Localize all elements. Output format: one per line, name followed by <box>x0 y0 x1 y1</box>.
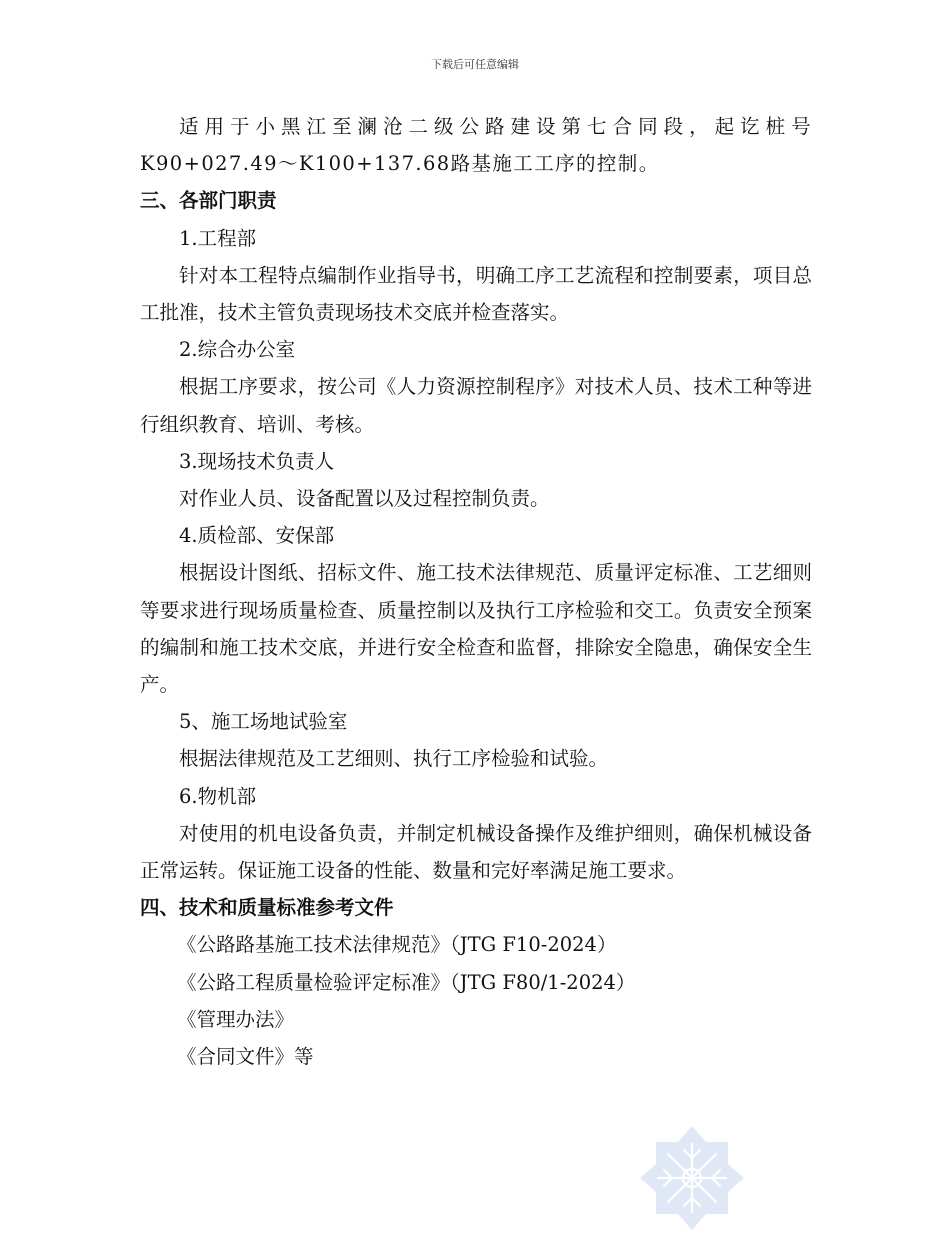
document-body <box>140 108 812 1075</box>
dept-1-body: 针对本工程特点编制作业指导书，明确工序工艺流程和控制要素，项目总工批准，技术主管负责现场技术交底并检查落实。 <box>140 263 812 325</box>
dept-2-title: 2.综合办公室 <box>179 338 296 362</box>
reference-4: 《合同文件》等 <box>177 1045 314 1069</box>
page-header: 下载后可任意编辑 <box>431 58 519 71</box>
dept-6-title: 6.物机部 <box>179 784 257 808</box>
snowflake-logo-icon <box>636 1122 748 1234</box>
reference-3: 《管理办法》 <box>177 1007 295 1031</box>
section-4-heading: 四、技术和质量标准参考文件 <box>140 896 394 920</box>
reference-1: 《公路路基施工技术法律规范》（JTG F10-2024） <box>177 933 617 957</box>
dept-3-body: 对作业人员、设备配置以及过程控制负责。 <box>179 487 550 511</box>
dept-5-body: 根据法律规范及工艺细则、执行工序检验和试验。 <box>179 747 609 771</box>
scope-paragraph: 适用于小黑江至澜沧二级公路建设第七合同段，起讫桩号K90+027.49～K100+137.68路基施工工序的控制。 <box>140 115 812 176</box>
dept-3-title: 3.现场技术负责人 <box>179 449 335 473</box>
dept-2-body: 根据工序要求，按公司《人力资源控制程序》对技术人员、技术工种等进行组织教育、培训、考核。 <box>140 375 812 436</box>
dept-6-body: 对使用的机电设备负责，并制定机械设备操作及维护细则，确保机械设备正常运转。保证施工设备的性能、数量和完好率满足施工要求。 <box>140 821 812 883</box>
dept-5-title: 5、施工场地试验室 <box>179 710 348 734</box>
dept-4-body: 根据设计图纸、招标文件、施工技术法律规范、质量评定标准、工艺细则等要求进行现场质量检查、质量控制以及执行工序检验和交工。负责安全预案的编制和施工技术交底，并进行安全检查和监督，排除安全隐患，确保安全生产。 <box>140 561 812 697</box>
dept-1-title: 1.工程部 <box>179 226 257 250</box>
dept-4-title: 4.质检部、安保部 <box>179 524 335 548</box>
section-3-heading: 三、各部门职责 <box>140 189 277 213</box>
reference-2: 《公路工程质量检验评定标准》（JTG F80/1-2024） <box>177 970 636 994</box>
